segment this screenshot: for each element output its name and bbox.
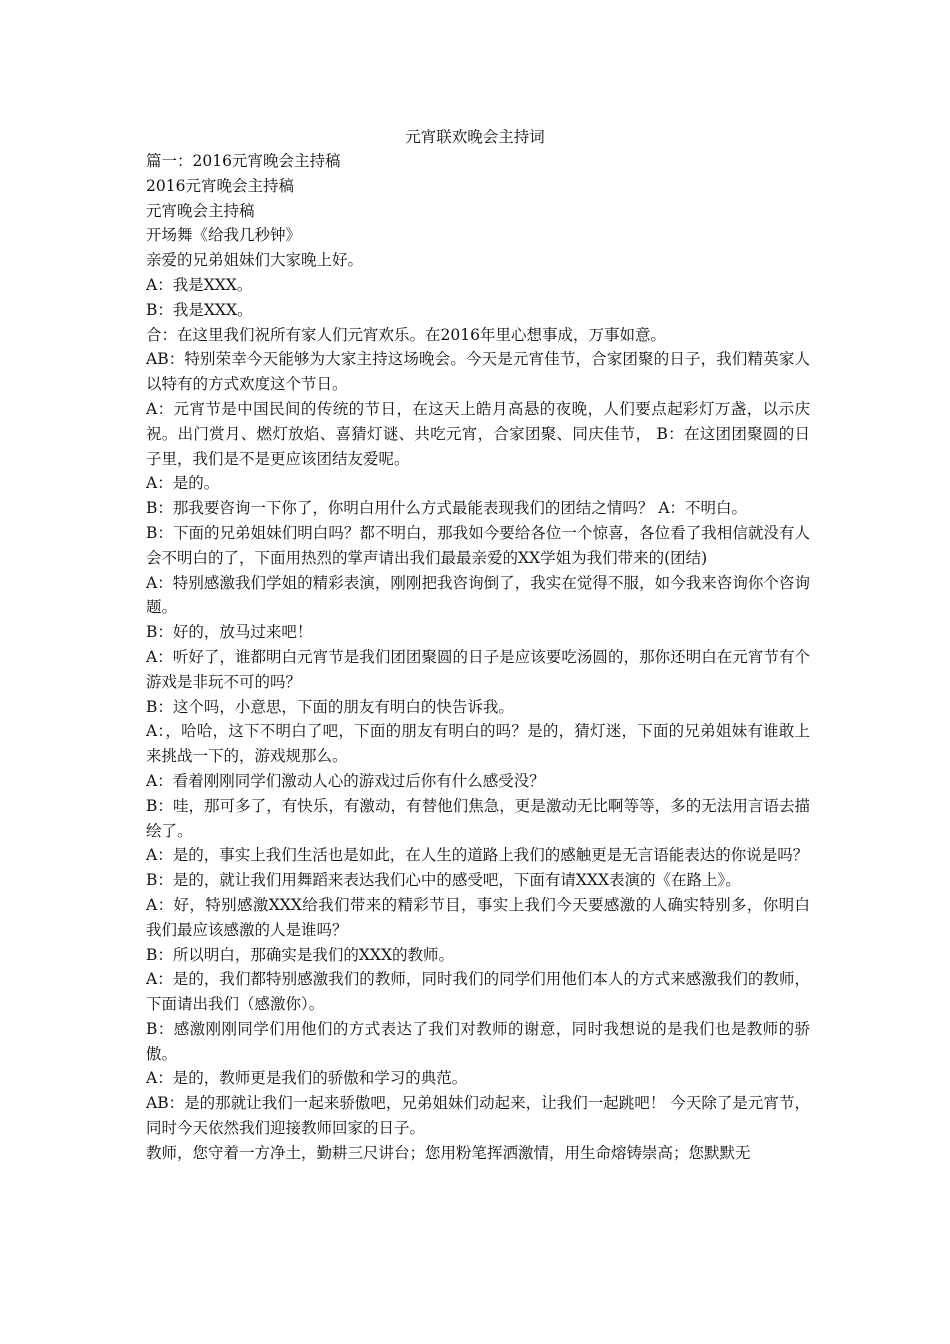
paragraph: B：下面的兄弟姐妹们明白吗？都不明白，那我如今要给各位一个惊喜，各位看了我相信就没有人会不明白的了，下面用热烈的掌声请出我们最最亲爱的XX学姐为我们带来的(团结) <box>146 523 810 567</box>
paragraph: 开场舞《给我几秒钟》 <box>146 226 302 245</box>
paragraph: B：那我要咨询一下你了，你明白用什么方式最能表现我们的团结之情吗？ A：不明白。 <box>146 499 748 518</box>
paragraph: B：感激刚刚同学们用他们的方式表达了我们对教师的谢意，同时我想说的是我们也是教师的骄傲。 <box>146 1019 810 1063</box>
paragraph: 元宵晚会主持稿 <box>146 201 255 220</box>
paragraph: A：是的。 <box>146 474 220 493</box>
paragraph: 教师，您守着一方净土，勤耕三尺讲台；您用粉笔挥洒激情，用生命熔铸崇高；您默默无 <box>146 1143 751 1162</box>
paragraph: B：所以明白，那确实是我们的XXX的教师。 <box>146 945 454 964</box>
paragraph: B：哇，那可多了，有快乐，有激动，有替他们焦急，更是激动无比啊等等，多的无法用言语去描绘了。 <box>146 796 810 840</box>
paragraph: 亲爱的兄弟姐妹们大家晚上好。 <box>146 251 364 270</box>
paragraph: 篇一：2016元宵晚会主持稿 <box>146 152 341 170</box>
paragraph: AB：特别荣幸今天能够为大家主持这场晚会。今天是元宵佳节，合家团聚的日子，我们精英家人以特有的方式欢度这个节日。 <box>146 350 810 394</box>
paragraph: B：好的，放马过来吧！ <box>146 623 313 642</box>
paragraph: 2016元宵晚会主持稿 <box>146 176 294 195</box>
paragraph: A：听好了，谁都明白元宵节是我们团团聚圆的日子是应该要吃汤圆的，那你还明白在元宵节有个游戏是非玩不可的吗？ <box>146 647 810 691</box>
paragraph: A：特别感激我们学姐的精彩表演，刚刚把我咨询倒了，我实在觉得不服，如今我来咨询你个咨询题。 <box>146 573 810 617</box>
document-title: 元宵联欢晚会主持词 <box>405 128 545 146</box>
paragraph: 合：在这里我们祝所有家人们元宵欢乐。在2016年里心想事成，万事如意。 <box>146 325 666 344</box>
paragraph: A：看着刚刚同学们激动人心的游戏过后你有什么感受没？ <box>146 771 545 790</box>
paragraph: A：我是XXX。 <box>146 275 253 294</box>
paragraph: A：是的，教师更是我们的骄傲和学习的典范。 <box>146 1069 468 1088</box>
paragraph: B：我是XXX。 <box>146 300 253 319</box>
paragraph: A：是的，事实上我们生活也是如此，在人生的道路上我们的感触更是无言语能表达的你说是吗？ <box>146 846 809 865</box>
paragraph: A：，哈哈，这下不明白了吧，下面的朋友有明白的吗？是的，猜灯迷，下面的兄弟姐妹有谁敢上来挑战一下的，游戏规那么。 <box>146 722 810 766</box>
paragraph: B：是的，就让我们用舞蹈来表达我们心中的感受吧，下面有请XXX表演的《在路上》。 <box>146 871 741 890</box>
paragraph: AB：是的那就让我们一起来骄傲吧，兄弟姐妹们动起来，让我们一起跳吧！ 今天除了是元宵节，同时今天依然我们迎接教师回家的日子。 <box>146 1094 810 1138</box>
paragraph: A：是的，我们都特别感激我们的教师，同时我们的同学们用他们本人的方式来感激我们的教师，下面请出我们（感激你）。 <box>146 970 810 1014</box>
document-body <box>146 149 810 1166</box>
paragraph: B：这个吗，小意思，下面的朋友有明白的快告诉我。 <box>146 697 514 716</box>
paragraph: A：好，特别感激XXX给我们带来的精彩节目，事实上我们今天要感激的人确实特别多，你明白我们最应该感激的人是谁吗？ <box>146 895 810 939</box>
paragraph: A：元宵节是中国民间的传统的节日，在这天上皓月高悬的夜晚，人们要点起彩灯万盏，以示庆祝。出门赏月、燃灯放焰、喜猜灯谜、共吃元宵，合家团聚、同庆佳节， B：在这团团聚圆的日子里，我们是不是更应该团结友爱呢。 <box>146 399 810 468</box>
